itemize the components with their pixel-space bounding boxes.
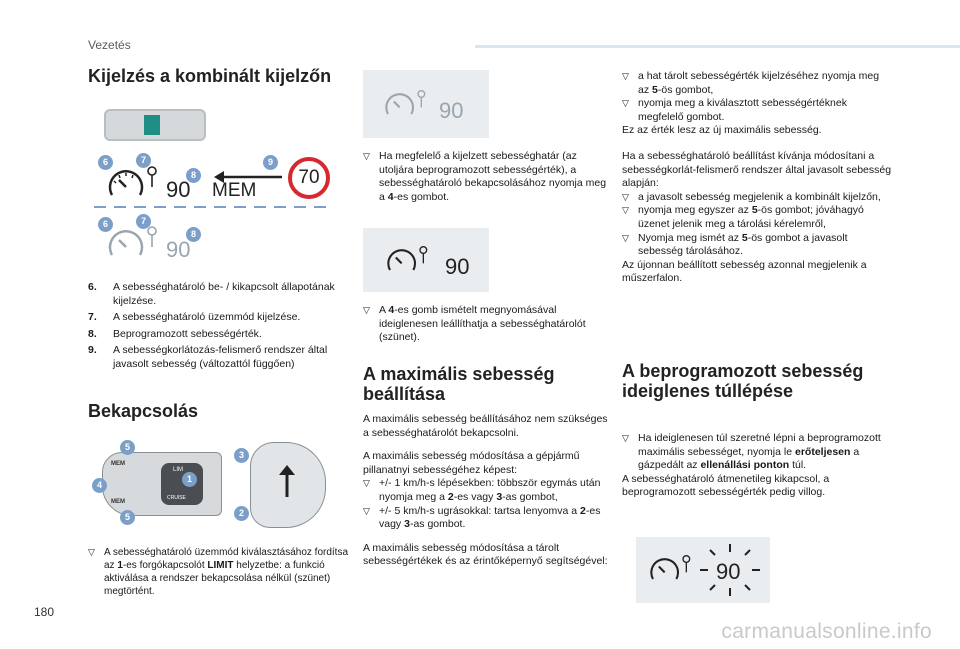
bullet-icon: ▽ [88,547,95,557]
panel-1-value: 90 [439,98,464,123]
watermark: carmanualsonline.info [721,620,932,643]
speedometer-grey-icon [106,225,166,261]
badge-9: 9 [263,155,278,170]
figure-stalk [88,434,356,534]
display-speed-value: 90 [166,177,191,202]
badge-8b: 8 [186,227,201,242]
legend-item-9: 9. A sebességkorlátozás-felismerő rendszer által javasolt sebesség (változattól függően) [88,344,328,370]
max-speed-step-1: ▽ +/- 1 km/h-s lépésekben: többször egymás után nyomja meg a 2-es vagy 3-as gombot, [363,477,601,503]
section-title-activation: Bekapcsolás [88,401,199,421]
activation-instruction: ▽ A sebességhatároló üzemmód kiválasztásához fordítsa az 1-es forgókapcsolót LIMIT helyzetbe: a funkció aktiválása a rendszer bekapcsolása nélkül (szünet) megtörtént. [88,547,349,597]
badge-7: 7 [136,153,151,168]
col3-new-max: Ez az érték lesz az új maximális sebesség. [622,124,822,137]
section-activation [88,401,356,421]
speed-limit-sign [288,157,330,199]
column-1 [88,66,356,86]
bullet-icon: ▽ [622,433,629,443]
col3-bullet-3: ▽ a javasolt sebesség megjelenik a kombinált kijelzőn, [622,190,881,203]
header-bar [475,45,960,48]
steering-wheel [250,442,326,528]
bullet-icon: ▽ [363,505,370,516]
badge-5-top: 5 [120,440,135,455]
stalk-body [102,452,222,516]
thumb-arrow-icon [267,461,307,501]
bullet-icon: ▽ [363,151,370,161]
badge-3: 3 [234,448,249,463]
badge-8: 8 [186,168,201,183]
rotary-switch [161,463,203,505]
col2-bullet-1: ▽ Ha megfelelő a kijelzett sebességhatár (az utoljára beprogramozott sebességérték), a sebességhatároló bekapcsolásához nyomja meg a 4-es gombot. [363,150,607,203]
col2-bullet-2: ▽ A 4-es gomb ismételt megnyomásával ideiglenesen leállíthatja a sebességhatárolót (szünet). [363,304,586,344]
speedometer-icon [106,165,166,201]
indicator-light [144,115,160,135]
speedometer-icon [648,551,698,587]
figure-display [88,103,356,268]
speedometer-grey-icon [383,86,433,122]
override-text [622,432,892,500]
instrument-panel [104,109,206,141]
section-max-speed [363,364,613,569]
badge-2: 2 [234,506,249,521]
max-speed-relative: A maximális sebesség módosítása a gépjármű pillanatnyi sebességéhez képest: [363,450,580,476]
col3-bullet-2: ▽ nyomja meg a kiválasztott sebességértéknek megfelelő gombot. [622,97,847,123]
max-speed-stored: A maximális sebesség módosítása a tárolt sebességértékek és az érintőképernyő segítségével: [363,541,608,568]
badge-6: 6 [98,155,113,170]
header-section: Vezetés [88,38,131,52]
section-title-max-speed: A maximális sebesség beállítása [363,364,555,404]
col3-flashing: A sebességhatároló átmenetileg kikapcsol, a beprogramozott sebességérték pedig villog. [622,472,830,499]
badge-1: 1 [182,472,197,487]
column-3 [622,70,892,286]
badge-5-bottom: 5 [120,510,135,525]
col3-bullet-1: ▽ a hat tárolt sebességérték kijelzéséhez nyomja meg az 5-ös gombot, [622,70,880,96]
badge-7b: 7 [136,214,151,229]
page-number: 180 [34,605,55,619]
display-panel-flashing [636,537,770,603]
mem-label: MEM [212,180,257,201]
cruise-label: CRUISE [167,495,186,501]
panel-2-value: 90 [445,254,470,279]
speedometer-icon [385,242,435,278]
col3-recognition-intro: Ha a sebességhatároló beállítást kívánja módosítani a sebességkorlát-felismerő rendszer által javasolt sebesség alapján: [622,149,892,190]
display-panel-1 [363,70,489,138]
speed-limit-value: 70 [298,167,320,188]
max-speed-step-5: ▽ +/- 5 km/h-s ugrásokkal: tartsa lenyomva a 2-es vagy 3-as gombot. [363,504,601,531]
display-grey-value: 90 [166,237,191,262]
col3-immediate: Az újonnan beállított sebesség azonnal megjelenik a műszerfalon. [622,258,867,285]
flashing-speed-value: 90 [716,559,741,584]
bullet-icon: ▽ [363,478,370,489]
legend-list [88,281,356,375]
col3-bullet-5: ▽ Nyomja meg ismét az 5-ös gombot a javasolt sebesség tárolásához. [622,231,848,258]
section-title-display: Kijelzés a kombinált kijelzőn [88,66,332,86]
col3-bullet-4: ▽ nyomja meg egyszer az 5-ös gombot; jóváhagyó üzenet jelenik meg a tárolási kérelemről, [622,204,864,230]
mem-button-lower: MEM [111,499,125,505]
separator-dashes [94,205,334,209]
section-override [622,361,892,401]
mem-button: MEM [111,461,125,467]
legend-item-6: 6. A sebességhatároló be- / kikapcsolt állapotának kijelzése. [88,281,335,307]
max-speed-intro: A maximális sebesség beállításához nem szükséges a sebességhatárolót bekapcsolni. [363,413,608,439]
legend-item-7: 7. A sebességhatároló üzemmód kijelzése. [88,311,301,324]
bullet-icon: ▽ [622,71,629,81]
bullet-icon: ▽ [622,232,629,243]
bullet-icon: ▽ [622,191,629,202]
col3-bullet-6: ▽ Ha ideiglenesen túl szeretné lépni a beprogramozott maximális sebességet, nyomja le erőteljesen a gázpedált az ellenállási ponton túl. [622,432,881,472]
bullet-icon: ▽ [622,205,629,216]
badge-6b: 6 [98,217,113,232]
bullet-icon: ▽ [622,98,629,109]
badge-4: 4 [92,478,107,493]
bullet-icon: ▽ [363,305,370,315]
display-panel-2 [363,228,489,292]
section-title-override: A beprogramozott sebesség ideiglenes túllépése [622,361,864,401]
lim-label: LIM [173,467,184,473]
legend-item-8: 8. Beprogramozott sebességérték. [88,327,262,340]
